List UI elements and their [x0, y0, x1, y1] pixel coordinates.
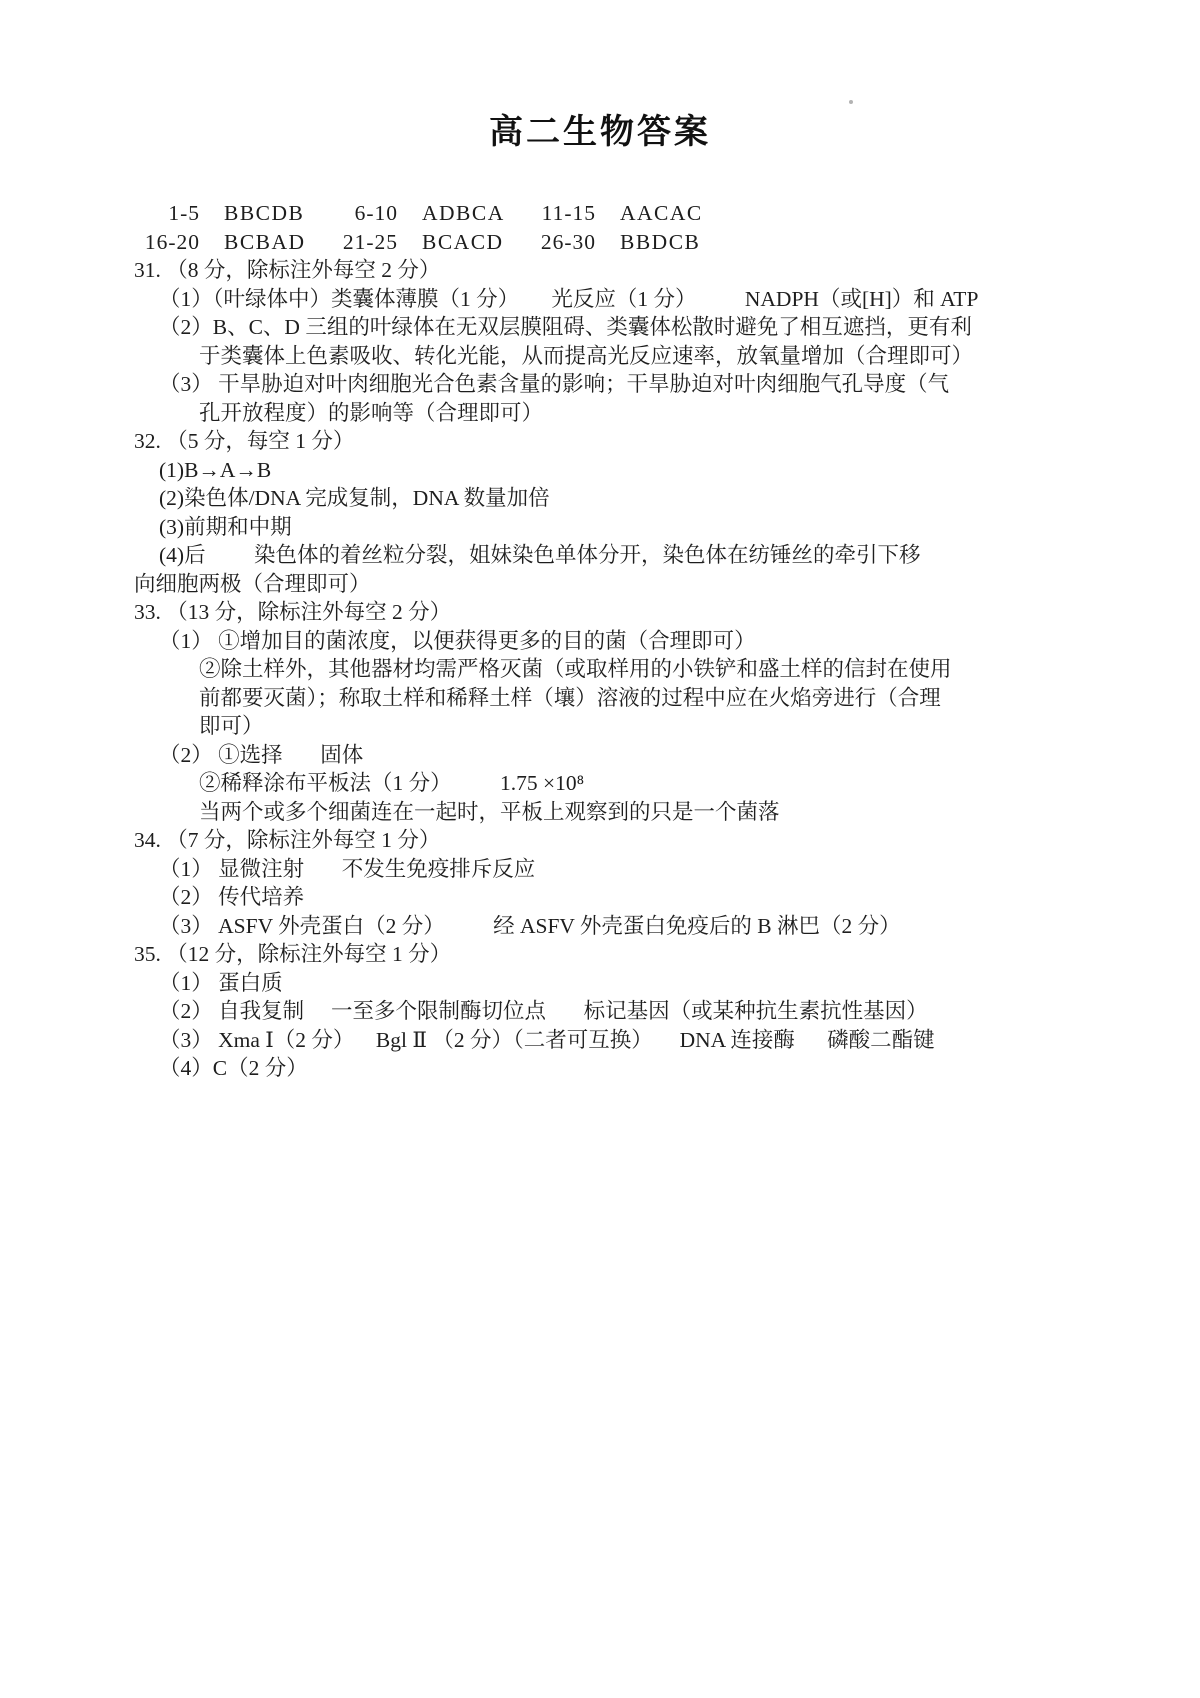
q31-header: 31. （8 分，除标注外每空 2 分） — [134, 258, 441, 282]
q32-header: 32. （5 分，每空 1 分） — [134, 429, 355, 453]
q33-answer-1-2-end: 即可） — [199, 714, 264, 738]
question-range: 1-5 — [168, 201, 200, 225]
q33-header: 33. （13 分，除标注外每空 2 分） — [134, 600, 452, 624]
mc-row — [134, 228, 1200, 257]
answer-lines — [0, 256, 1200, 1083]
q34-answer-2: （2） 传代培养 — [159, 885, 305, 909]
q34-header: 34. （7 分，除标注外每空 1 分） — [134, 828, 441, 852]
q35-answer-3: （3） Xma Ⅰ（2 分） Bgl Ⅱ （2 分）（二者可互换） DNA 连接酶 磷酸二酯键 — [159, 1027, 935, 1052]
q31-answer-3-cont: 孔开放程度）的影响等（合理即可） — [199, 400, 544, 425]
q34-answer-1: （1） 显微注射 不发生免疫排斥反应 — [159, 856, 536, 881]
question-range: 6-10 — [354, 201, 398, 225]
answer-letters: AACAC — [620, 201, 703, 225]
answer-letters: BBCDB — [224, 201, 305, 225]
q33-answer-1-1: （1） ①增加目的菌浓度，以便获得更多的目的菌（合理即可） — [159, 628, 756, 653]
mc-pair — [134, 199, 305, 228]
mc-pair — [530, 228, 701, 257]
question-range: 16-20 — [144, 229, 200, 254]
q31-answer-2: （2）B、C、D 三组的叶绿体在无双层膜阻碍、类囊体松散时避免了相互遮挡，更有利 — [159, 315, 972, 339]
answer-letters: BBDCB — [620, 229, 701, 254]
q35-answer-1: （1） 蛋白质 — [159, 970, 283, 995]
answer-letters: BCBAD — [224, 229, 306, 254]
q32-answer-4: (4)后 染色体的着丝粒分裂，姐妹染色单体分开，染色体在纺锤丝的牵引下移 — [159, 543, 921, 567]
q31-answer-3: （3） 干旱胁迫对叶肉细胞光合色素含量的影响；干旱胁迫对叶肉细胞气孔导度（气 — [159, 372, 950, 396]
mc-pair — [332, 199, 505, 228]
q33-answer-1-2: ②除土样外，其他器材均需严格灭菌（或取样用的小铁铲和盛土样的信封在使用 — [199, 657, 952, 681]
q35-answer-4: （4）C（2 分） — [159, 1056, 308, 1080]
q32-answer-4-cont: 向细胞两极（合理即可） — [134, 571, 371, 596]
q31-answer-2-cont: 于类囊体上色素吸收、转化光能，从而提高光反应速率，放氧量增加（合理即可） — [199, 343, 974, 368]
question-range: 21-25 — [342, 229, 398, 254]
mc-row — [134, 199, 1200, 228]
mc-pair — [530, 199, 703, 228]
q33-answer-2-2: ②稀释涂布平板法（1 分） 1.75 ×10⁸ — [199, 771, 585, 795]
q31-answer-1: （1）（叶绿体中）类囊体薄膜（1 分） 光反应（1 分） NADPH（或[H]）和 ATP — [159, 286, 979, 311]
q33-answer-2-2-cont: 当两个或多个细菌连在一起时，平板上观察到的只是一个菌落 — [199, 799, 780, 824]
q33-answer-2-1: （2） ①选择 固体 — [159, 742, 364, 767]
q33-answer-1-2-cont: 前都要灭菌）；称取土样和稀释土样（壤）溶液的过程中应在火焰旁进行（合理 — [199, 685, 941, 710]
question-range: 11-15 — [541, 201, 596, 225]
answer-letters: ADBCA — [422, 201, 505, 225]
q34-answer-3: （3） ASFV 外壳蛋白（2 分） 经 ASFV 外壳蛋白免疫后的 B 淋巴（2 分） — [159, 913, 901, 938]
q35-answer-2: （2） 自我复制 一至多个限制酶切位点 标记基因（或某种抗生素抗性基因） — [159, 999, 928, 1023]
page-title: 高二生物答案 — [489, 114, 711, 151]
question-range: 26-30 — [540, 229, 596, 254]
q32-answer-2: (2)染色体/DNA 完成复制，DNA 数量加倍 — [159, 486, 550, 510]
mc-pair — [332, 228, 504, 257]
q32-answer-1: (1)B→A→B — [159, 457, 272, 482]
scan-speck — [849, 100, 853, 104]
q35-header: 35. （12 分，除标注外每空 1 分） — [134, 942, 452, 966]
mc-pair — [134, 228, 306, 257]
q32-answer-3: (3)前期和中期 — [159, 514, 292, 539]
mc-answers — [0, 199, 1200, 256]
answer-letters: BCACD — [422, 229, 504, 254]
